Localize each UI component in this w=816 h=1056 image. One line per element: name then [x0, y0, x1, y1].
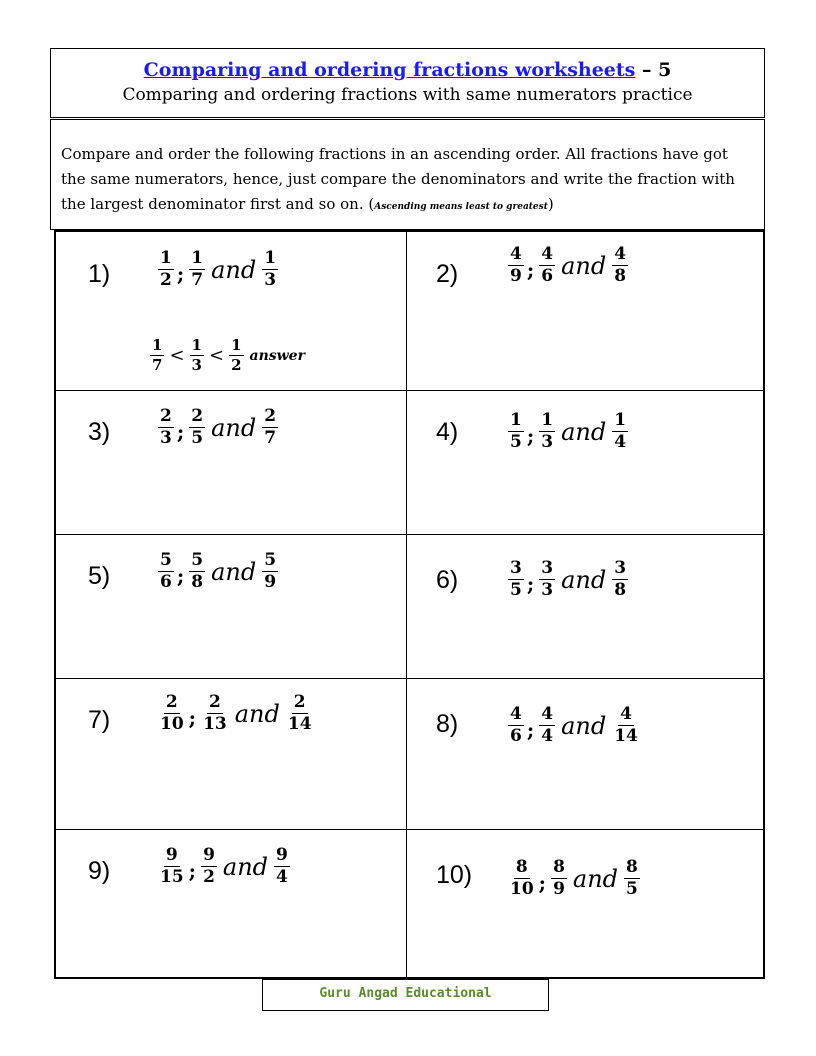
denominator: 9 — [510, 266, 522, 286]
problem-number: 10) — [436, 861, 473, 889]
answer-fraction — [229, 338, 243, 373]
fraction — [189, 250, 205, 289]
and-word: and — [222, 852, 269, 881]
separator: ; — [526, 423, 535, 448]
problem-cell — [406, 829, 756, 979]
denominator: 6 — [510, 726, 522, 746]
less-than-sign: < — [169, 345, 185, 366]
fraction — [158, 694, 186, 733]
numerator: 8 — [553, 857, 565, 877]
problem-expression — [506, 412, 630, 451]
problem-cell — [56, 534, 406, 684]
problem-number: 6) — [436, 566, 459, 594]
numerator: 4 — [620, 704, 632, 724]
problem-cell — [406, 232, 756, 382]
answer-fraction — [190, 338, 204, 373]
problem-number: 9) — [88, 857, 111, 885]
numerator: 5 — [264, 550, 277, 570]
problem-number: 4) — [436, 418, 459, 446]
numerator: 3 — [541, 558, 554, 578]
problem-expression — [506, 859, 642, 898]
numerator: 5 — [191, 550, 204, 570]
less-than-sign: < — [208, 345, 225, 366]
fraction — [274, 847, 290, 886]
denominator: 6 — [541, 266, 554, 286]
answer-word: answer — [249, 347, 305, 364]
fraction — [201, 694, 229, 733]
title-suffix: – 5 — [635, 59, 672, 81]
fraction — [612, 412, 628, 451]
and-word: and — [572, 864, 619, 893]
separator: ; — [538, 870, 547, 895]
problem-expression — [506, 706, 642, 745]
problem-cell — [56, 678, 406, 828]
denominator: 7 — [152, 356, 163, 374]
problem-cell — [56, 390, 406, 540]
numerator: 1 — [191, 248, 204, 268]
and-word: and — [211, 557, 257, 586]
problem-expression — [156, 408, 280, 447]
numerator: 2 — [191, 406, 204, 426]
and-word: and — [234, 699, 280, 728]
fraction — [508, 706, 524, 745]
numerator: 4 — [510, 704, 522, 724]
numerator: 4 — [614, 244, 627, 264]
footer-text: Guru Angad Educational — [319, 986, 492, 1001]
separator: ; — [526, 257, 535, 282]
numerator: 2 — [165, 692, 178, 712]
numerator: 1 — [231, 336, 242, 354]
numerator: 4 — [510, 244, 522, 264]
and-word: and — [561, 565, 607, 594]
problem-cell — [56, 829, 406, 979]
fraction — [551, 859, 567, 898]
problem-number: 3) — [88, 418, 111, 446]
numerator: 2 — [264, 406, 277, 426]
denominator: 5 — [626, 879, 638, 899]
problem-cell — [406, 390, 756, 540]
denominator: 4 — [276, 867, 288, 887]
problem-expression — [156, 250, 280, 289]
denominator: 14 — [287, 714, 312, 734]
and-word: and — [561, 417, 607, 446]
denominator: 8 — [614, 580, 627, 600]
note-open: ( — [368, 195, 375, 213]
ascending-note: Ascending means least to greatest — [374, 202, 548, 212]
fraction — [189, 552, 205, 591]
denominator: 4 — [541, 726, 554, 746]
and-word: and — [561, 251, 607, 280]
instructions-box — [50, 119, 765, 230]
problem-number: 7) — [88, 706, 111, 734]
fraction — [262, 250, 278, 289]
header-box — [50, 48, 765, 118]
denominator: 7 — [264, 428, 277, 448]
fraction — [612, 246, 628, 285]
separator: ; — [188, 705, 197, 730]
denominator: 6 — [160, 572, 172, 592]
denominator: 10 — [160, 714, 184, 734]
numerator: 8 — [626, 857, 638, 877]
fraction — [539, 412, 555, 451]
fraction — [612, 560, 628, 599]
denominator: 7 — [191, 270, 204, 290]
fraction — [158, 847, 186, 886]
fraction — [158, 250, 174, 289]
numerator: 1 — [510, 410, 522, 430]
problem-expression — [156, 847, 292, 886]
fraction — [508, 412, 524, 451]
problem-number: 2) — [436, 260, 459, 288]
denominator: 10 — [510, 879, 534, 899]
fraction — [262, 408, 278, 447]
problem-cell — [406, 678, 756, 828]
separator: ; — [176, 563, 185, 588]
fraction — [612, 706, 640, 745]
page-title — [51, 59, 764, 81]
and-word: and — [561, 711, 607, 740]
numerator: 9 — [276, 845, 288, 865]
problem-cell — [406, 534, 756, 684]
numerator: 2 — [160, 406, 172, 426]
problem-number: 5) — [88, 562, 111, 590]
denominator: 3 — [264, 270, 277, 290]
fraction — [189, 408, 205, 447]
denominator: 14 — [614, 726, 638, 746]
title-link[interactable]: Comparing and ordering fractions worksheets — [143, 59, 636, 81]
denominator: 3 — [541, 432, 554, 452]
denominator: 15 — [160, 867, 184, 887]
numerator: 1 — [264, 248, 277, 268]
numerator: 5 — [160, 550, 172, 570]
denominator: 4 — [614, 432, 627, 452]
problem-number: 1) — [88, 260, 111, 288]
problem-expression — [156, 694, 316, 733]
fraction — [508, 560, 524, 599]
footer-credit — [262, 979, 549, 1011]
separator: ; — [176, 261, 185, 286]
denominator: 9 — [553, 879, 565, 899]
fraction — [508, 859, 536, 898]
numerator: 4 — [541, 244, 554, 264]
denominator: 2 — [203, 867, 215, 887]
numerator: 2 — [208, 692, 221, 712]
numerator: 1 — [541, 410, 554, 430]
denominator: 13 — [203, 714, 227, 734]
numerator: 3 — [510, 558, 522, 578]
denominator: 8 — [614, 266, 627, 286]
fraction — [262, 552, 278, 591]
numerator: 4 — [541, 704, 554, 724]
note-close: ) — [547, 195, 554, 213]
fraction — [508, 246, 524, 285]
answer-fraction — [150, 338, 164, 373]
denominator: 5 — [191, 428, 204, 448]
numerator: 1 — [160, 248, 172, 268]
denominator: 9 — [264, 572, 277, 592]
problem-expression — [506, 560, 630, 599]
fraction — [539, 246, 555, 285]
fraction — [158, 552, 174, 591]
and-word: and — [211, 255, 257, 284]
numerator: 8 — [515, 857, 528, 877]
numerator: 1 — [191, 336, 202, 354]
example-answer — [148, 338, 305, 373]
numerator: 1 — [152, 336, 163, 354]
denominator: 3 — [541, 580, 554, 600]
problem-grid — [54, 230, 765, 979]
fraction — [539, 706, 555, 745]
problem-expression — [506, 246, 630, 285]
page-subtitle: Comparing and ordering fractions with same numerators practice — [122, 85, 693, 105]
separator: ; — [188, 858, 197, 883]
numerator: 2 — [293, 692, 306, 712]
denominator: 3 — [160, 428, 172, 448]
separator: ; — [176, 419, 185, 444]
problem-expression — [156, 552, 280, 591]
denominator: 5 — [510, 580, 522, 600]
fraction — [624, 859, 640, 898]
separator: ; — [526, 717, 535, 742]
numerator: 9 — [203, 845, 215, 865]
denominator: 8 — [191, 572, 204, 592]
and-word: and — [211, 413, 257, 442]
fraction — [539, 560, 555, 599]
separator: ; — [526, 571, 535, 596]
denominator: 2 — [231, 356, 242, 374]
denominator: 5 — [510, 432, 522, 452]
instructions-text: Compare and order the following fractions in an ascending order. All fractions have got the same numerators, hence, just compare the denominators and write the fraction with the largest denominator first and so on. — [61, 145, 735, 213]
numerator: 1 — [614, 410, 627, 430]
fraction — [158, 408, 174, 447]
numerator: 9 — [165, 845, 178, 865]
fraction — [201, 847, 217, 886]
problem-number: 8) — [436, 710, 459, 738]
denominator: 2 — [160, 270, 172, 290]
denominator: 3 — [191, 356, 202, 374]
fraction — [286, 694, 314, 733]
numerator: 3 — [614, 558, 627, 578]
